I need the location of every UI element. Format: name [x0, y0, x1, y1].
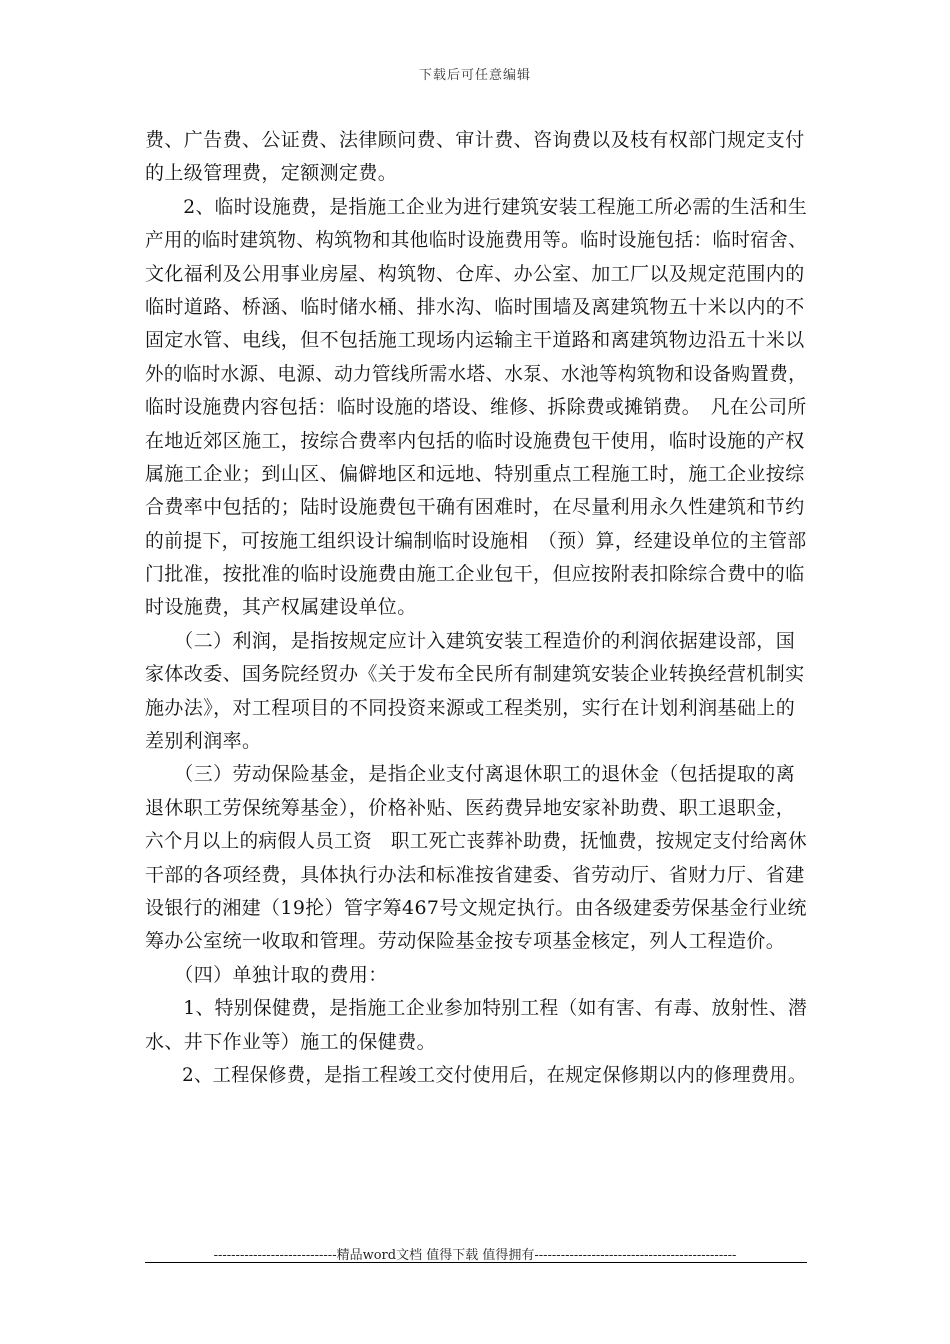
- text-line: 产用的临时建筑物、构筑物和其他临时设施费用等。临时设施包括：临时宿舍、: [145, 229, 808, 252]
- text-line: 设银行的湘建（19抡）管字筹467号文规定执行。由各级建委劳保基金行业统: [145, 896, 807, 919]
- text-line: 六个月以上的病假人员工资 职工死亡丧葬补助费，抚恤费，按规定支付给离休: [145, 830, 808, 853]
- text-line: 2、临时设施费，是指施工企业为进行建筑安装工程施工所必需的生活和生: [145, 195, 808, 218]
- document-body: [145, 124, 807, 1092]
- text-line: 差别利润率。: [145, 730, 262, 753]
- text-line: 属施工企业；到山区、偏僻地区和远地、特别重点工程施工时，施工企业按综: [145, 462, 805, 485]
- page-header-note: 下载后可任意编辑: [418, 68, 531, 83]
- footer-divider: [145, 1262, 807, 1263]
- text-line: 2、工程保修费，是指工程竣工交付使用后，在规定保修期以内的修理费用。: [145, 1063, 807, 1086]
- text-line: 的前提下，可按施工组织设计编制临时设施相 （预）算，经建设单位的主管部: [145, 529, 807, 552]
- text-line: 临时道路、桥涵、临时储水桶、排水沟、临时围墙及离建筑物五十米以内的不: [145, 295, 805, 318]
- text-line: 固定水管、电线，但不包括施工现场内运输主干道路和离建筑物边沿五十米以: [145, 329, 805, 352]
- text-line: （二）利润，是指按规定应计入建筑安装工程造价的利润依据建设部，国: [145, 629, 796, 652]
- text-line: 外的临时水源、电源、动力管线所需水塔、水泵、水池等构筑物和设备购置费，: [145, 362, 808, 385]
- page-footer-note: ----------------------------精品word文档 值得下载 值得拥有----------------------------------------------: [213, 1248, 737, 1263]
- text-line: 的上级管理费，定额测定费。: [145, 162, 398, 185]
- text-line: 施办法》，对工程项目的不同投资来源或工程类别，实行在计划利润基础上的: [145, 696, 796, 719]
- text-line: 退休职工劳保统筹基金），价格补贴、医药费异地安家补助费、职工退职金，: [145, 796, 796, 819]
- text-line: （三）劳动保险基金，是指企业支付离退休职工的退休金（包括提取的离: [145, 763, 796, 786]
- text-line: 合费率中包括的；陆时设施费包干确有困难时，在尽量利用永久性建筑和节约: [145, 496, 805, 519]
- text-line: 文化福利及公用事业房屋、构筑物、仓库、办公室、加工厂以及规定范围内的: [145, 262, 805, 285]
- text-line: 家体改委、国务院经贸办《关于发布全民所有制建筑安装企业转换经营机制实: [145, 663, 805, 686]
- text-line: （四）单独计取的费用：: [145, 963, 388, 986]
- text-line: 费、广告费、公证费、法律顾问费、审计费、咨询费以及枝有权部门规定支付: [145, 129, 805, 151]
- text-line: 在地近郊区施工，按综合费率内包括的临时设施费包干使用，临时设施的产权: [145, 429, 805, 452]
- text-line: 筹办公室统一收取和管理。劳动保险基金按专项基金核定，列人工程造价。: [145, 930, 786, 953]
- text-line: 1、特别保健费，是指施工企业参加特别工程（如有害、有毒、放射性、潜: [145, 997, 808, 1020]
- text-line: 门批准，按批准的临时设施费由施工企业包干，但应按附表扣除综合费中的临: [145, 563, 805, 586]
- text-line: 时设施费，其产权属建设单位。: [145, 596, 417, 619]
- text-line: 临时设施费内容包括：临时设施的塔设、维修、拆除费或摊销费。 凡在公司所: [145, 396, 807, 419]
- text-line: 干部的各项经费，具体执行办法和标准按省建委、省劳动厅、省财力厅、省建: [145, 863, 805, 886]
- text-line: 水、井下作业等）施工的保健费。: [145, 1030, 437, 1053]
